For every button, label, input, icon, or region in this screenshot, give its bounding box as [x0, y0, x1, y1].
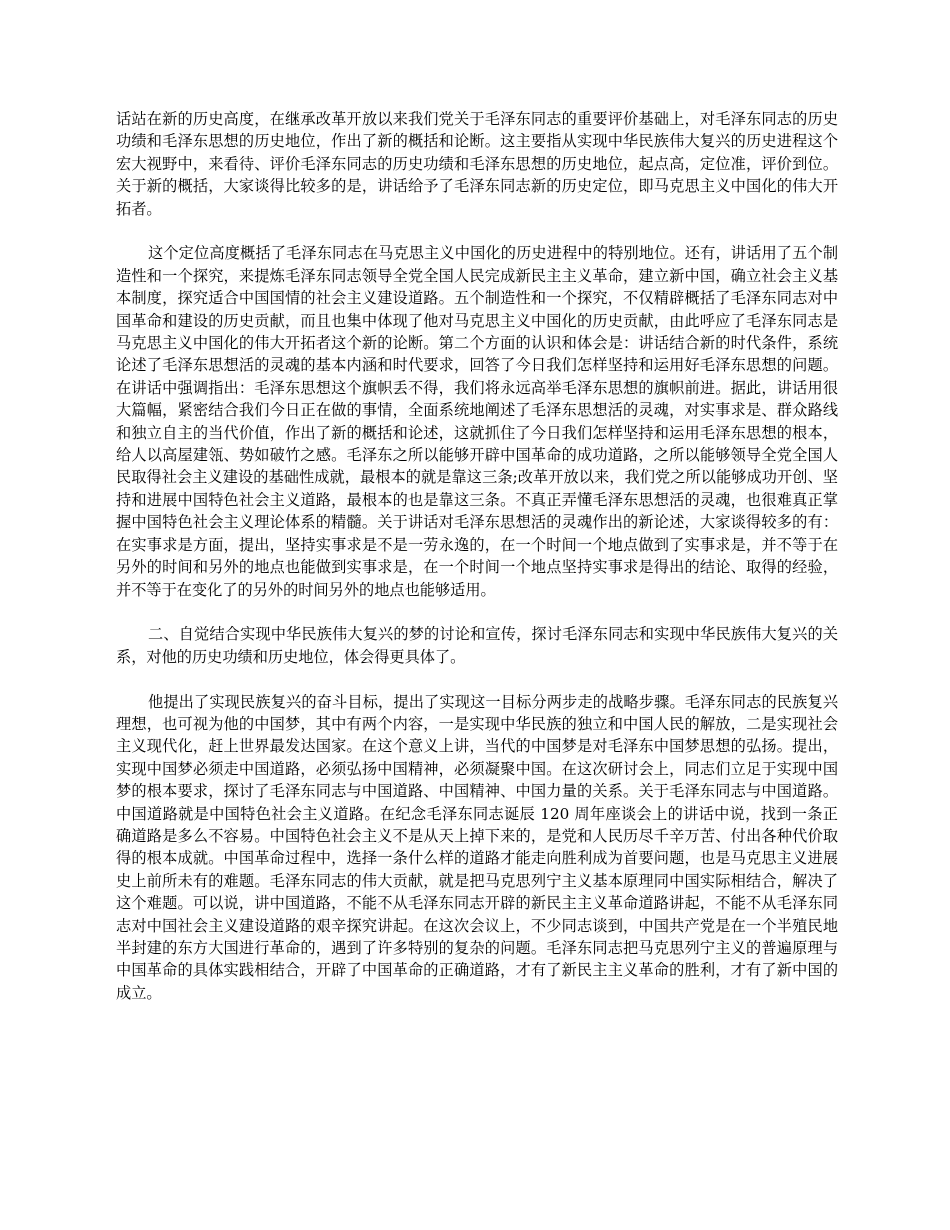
document-body	[116, 108, 838, 1004]
paragraph-continuation: 话站在新的历史高度，在继承改革开放以来我们党关于毛泽东同志的重要评价基础上，对毛泽东同志的历史功绩和毛泽东思想的历史地位，作出了新的概括和论断。这主要指从实现中华民族伟大复兴的历史进程这个宏大视野中，来看待、评价毛泽东同志的历史功绩和毛泽东思想的历史地位，起点高，定位准，评价到位。关于新的概括，大家谈得比较多的是，讲话给予了毛泽东同志新的历史定位，即马克思主义中国化的伟大开拓者。	[116, 110, 838, 218]
paragraph-section-two-heading: 二、自觉结合实现中华民族伟大复兴的梦的讨论和宣传，探讨毛泽东同志和实现中华民族伟大复兴的关系，对他的历史功绩和历史地位，体会得更具体了。	[116, 625, 838, 666]
paragraph-chinese-dream: 他提出了实现民族复兴的奋斗目标，提出了实现这一目标分两步走的战略步骤。毛泽东同志的民族复兴理想，也可视为他的中国梦，其中有两个内容，一是实现中华民族的独立和中国人民的解放，二是实现社会主义现代化，赶上世界最发达国家。在这个意义上讲，当代的中国梦是对毛泽东中国梦思想的弘扬。提出，实现中国梦必须走中国道路，必须弘扬中国精神，必须凝聚中国。在这次研讨会上，同志们立足于实现中国梦的根本要求，探讨了毛泽东同志与中国道路、中国精神、中国力量的关系。关于毛泽东同志与中国道路。中国道路就是中国特色社会主义道路。在纪念毛泽东同志诞辰 120 周年座谈会上的讲话中说，找到一条正确道路是多么不容易。中国特色社会主义不是从天上掉下来的，是党和人民历尽千辛万苦、付出各种代价取得的根本成就。中国革命过程中，选择一条什么样的道路才能走向胜利成为首要问题，也是马克思主义进展史上前所未有的难题。毛泽东同志的伟大贡献，就是把马克思列宁主义基本原理同中国实际相结合，解决了这个难题。可以说，讲中国道路，不能不从毛泽东同志开辟的新民主主义革命道路讲起，不能不从毛泽东同志对中国社会主义建设道路的艰辛探究讲起。在这次会议上，不少同志谈到，中国共产党是在一个半殖民地半封建的东方大国进行革命的，遇到了许多特别的复杂的问题。毛泽东同志把马克思列宁主义的普遍原理与中国革命的具体实践相结合，开辟了中国革命的正确道路，才有了新民主主义革命的胜利，才有了新中国的成立。	[116, 692, 838, 1002]
paragraph-mao-historical-position: 这个定位高度概括了毛泽东同志在马克思主义中国化的历史进程中的特别地位。还有，讲话用了五个制造性和一个探究，来提炼毛泽东同志领导全党全国人民完成新民主主义革命，建立新中国，确立社会主义基本制度，探究适合中国国情的社会主义建设道路。五个制造性和一个探究，不仅精辟概括了毛泽东同志对中国革命和建设的历史贡献，而且也集中体现了他对马克思主义中国化的历史贡献，由此呼应了毛泽东同志是马克思主义中国化的伟大开拓者这个新的论断。第二个方面的认识和体会是：讲话结合新的时代条件，系统论述了毛泽东思想活的灵魂的基本内涵和时代要求，回答了今日我们怎样坚持和运用好毛泽东思想的问题。在讲话中强调指出：毛泽东思想这个旗帜丢不得，我们将永远高举毛泽东思想的旗帜前进。据此，讲话用很大篇幅，紧密结合我们今日正在做的事情，全面系统地阐述了毛泽东思想活的灵魂，对实事求是、群众路线和独立自主的当代价值，作出了新的概括和论述，这就抓住了今日我们怎样坚持和运用毛泽东思想的根本，给人以高屋建瓴、势如破竹之感。毛泽东之所以能够开辟中国革命的成功道路，之所以能够领导全党全国人民取得社会主义建设的基础性成就，最根本的就是靠这三条;改革开放以来，我们党之所以能够成功开创、坚持和进展中国特色社会主义道路，最根本的也是靠这三条。不真正弄懂毛泽东思想活的灵魂，也很难真正掌握中国特色社会主义理论体系的精髓。关于讲话对毛泽东思想活的灵魂作出的新论述，大家谈得较多的有：在实事求是方面，提出，坚持实事求是不是一劳永逸的，在一个时间一个地点做到了实事求是，并不等于在另外的时间和另外的地点也能做到实事求是，在一个时间一个地点坚持实事求是得出的结论、取得的经验，并不等于在变化了的另外的时间另外的地点也能够适用。	[116, 244, 838, 599]
